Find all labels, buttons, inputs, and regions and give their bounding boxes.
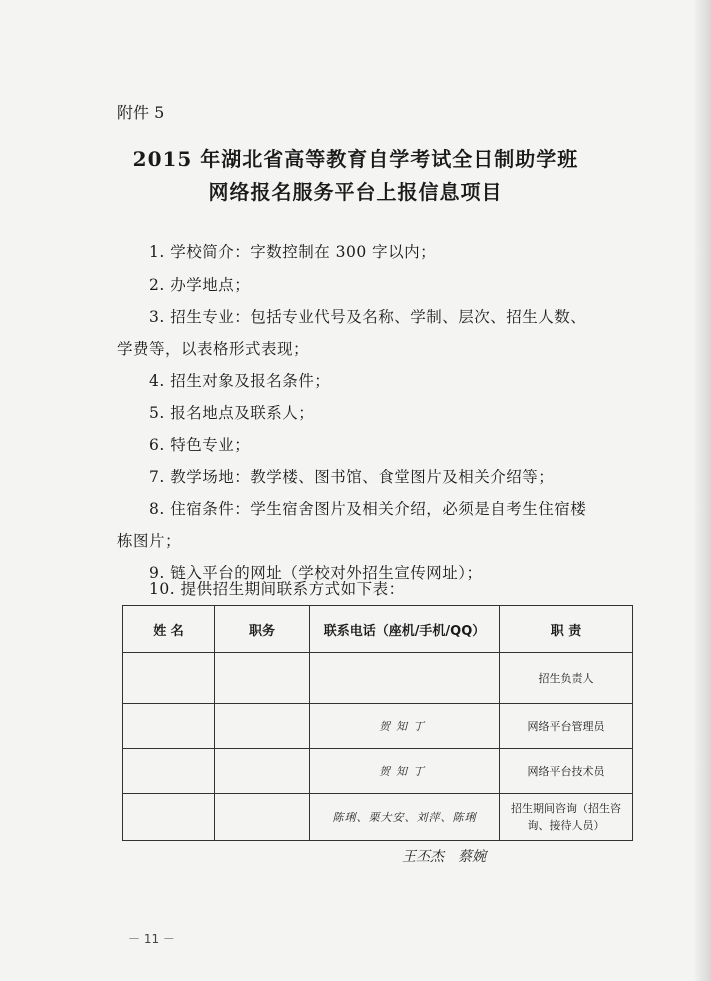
cell-position [215, 704, 310, 749]
document-title-line1: 2015 年湖北省高等教育自学考试全日制助学班 [132, 147, 579, 171]
cell-phone-handwritten: 贺知丁 [310, 749, 500, 794]
cell-duty: 网络平台管理员 [500, 704, 633, 749]
cell-name [123, 749, 215, 794]
cell-position [215, 653, 310, 704]
attachment-label: 附件 5 [117, 103, 165, 122]
list-item-continuation: 学费等，以表格形式表现； [117, 340, 310, 358]
list-item: 8. 住宿条件：学生宿舍图片及相关介绍，必须是自考生住宿楼 [149, 500, 587, 518]
header-position: 职务 [215, 606, 310, 653]
contact-table [122, 605, 633, 841]
list-item: 2. 办学地点； [149, 276, 251, 294]
handwritten-names-below-table: 王丕杰 蔡婉 [402, 849, 486, 865]
cell-position [215, 794, 310, 841]
table-row [123, 704, 633, 749]
table-row [123, 794, 633, 841]
list-item: 6. 特色专业； [149, 436, 251, 454]
cell-name [123, 704, 215, 749]
list-item: 10. 提供招生期间联系方式如下表： [149, 580, 405, 598]
cell-duty: 招生负责人 [500, 653, 633, 704]
header-duty: 职 责 [500, 606, 633, 653]
list-item-continuation: 栋图片； [117, 532, 182, 550]
table-row [123, 749, 633, 794]
cell-position [215, 749, 310, 794]
header-phone: 联系电话（座机/手机/QQ） [310, 606, 500, 653]
cell-phone-handwritten: 贺知丁 [310, 704, 500, 749]
list-item: 9. 链入平台的网址（学校对外招生宣传网址）； [149, 564, 483, 582]
page-number: － 11 － [128, 932, 175, 946]
cell-phone-handwritten: 陈琍、栗大安、刘萍、陈琍 [310, 794, 500, 841]
list-item: 7. 教学场地：教学楼、图书馆、食堂图片及相关介绍等； [149, 468, 555, 486]
header-name: 姓 名 [123, 606, 215, 653]
list-item: 4. 招生对象及报名条件； [149, 372, 331, 390]
cell-phone [310, 653, 500, 704]
document-title-line2: 网络报名服务平台上报信息项目 [208, 180, 503, 204]
cell-name [123, 653, 215, 704]
cell-duty: 网络平台技术员 [500, 749, 633, 794]
cell-name [123, 794, 215, 841]
table-row [123, 653, 633, 704]
cell-duty: 招生期间咨询（招生咨询、接待人员） [500, 794, 633, 841]
list-item: 3. 招生专业：包括专业代号及名称、学制、层次、招生人数、 [149, 308, 587, 326]
list-item: 5. 报名地点及联系人； [149, 404, 315, 422]
table-header-row [123, 606, 633, 653]
list-item: 1. 学校简介：字数控制在 300 字以内； [149, 243, 437, 261]
